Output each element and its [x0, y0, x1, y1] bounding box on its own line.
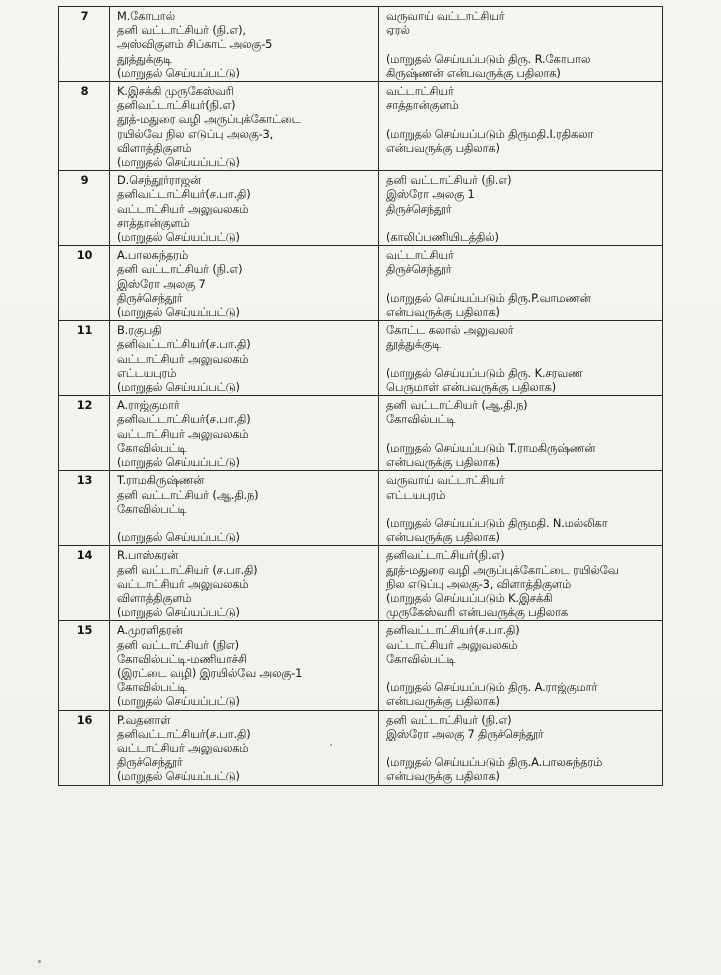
current-posting-line: D.செந்தூர்ராஜன்	[117, 173, 201, 188]
current-posting-line: வட்டாட்சியர் அலுவலகம்	[117, 201, 249, 216]
transfer-row	[59, 246, 663, 321]
new-posting-line	[386, 277, 656, 291]
new-posting-line: என்பவருக்கு பதிலாக)	[386, 455, 500, 470]
new-posting-line: வருவாய் வட்டாட்சியர்	[386, 9, 505, 23]
current-posting-cell	[110, 246, 379, 321]
new-posting-line: சாத்தான்குளம்	[386, 98, 459, 113]
new-posting-line: தனி வட்டாட்சியர் (ஆ.தி.ந)	[386, 398, 528, 413]
current-posting-line: A.ராஜ்குமார்	[117, 398, 180, 413]
new-posting-line: இஸ்ரோ அலகு 7 திருச்செந்தூர்	[386, 726, 544, 741]
new-posting-line: கோவில்பட்டி	[386, 651, 456, 666]
current-posting-line: (மாறுதல் செய்யப்பட்டு)	[117, 305, 240, 320]
new-posting-line: கிருஷ்ணன் என்பவருக்கு பதிலாக)	[386, 65, 561, 80]
new-posting-line: தூத்துக்குடி	[386, 337, 441, 352]
transfer-row	[59, 7, 663, 82]
current-posting-cell	[110, 546, 379, 621]
current-posting-line: T.ராமகிருஷ்ணன்	[117, 473, 205, 488]
new-posting-line: முருகேஸ்வரி என்பவருக்கு பதிலாக	[386, 605, 569, 620]
new-posting-line: தனி வட்டாட்சியர் (நி.எ)	[386, 712, 512, 727]
serial-number: 9	[59, 171, 110, 246]
serial-number: 10	[59, 246, 110, 321]
transfer-row	[59, 710, 663, 785]
current-posting-cell	[110, 471, 379, 546]
new-posting-line: என்பவருக்கு பதிலாக)	[386, 694, 500, 709]
current-posting-line: கோவில்பட்டி	[117, 440, 187, 455]
new-posting-line: என்பவருக்கு பதிலாக)	[386, 769, 500, 784]
new-posting-line	[386, 352, 656, 366]
new-posting-line: தனிவட்டாட்சியர்(ச.பா.தி)	[386, 623, 520, 638]
current-posting-line: (மாறுதல் செய்யப்பட்டு)	[117, 530, 240, 545]
current-posting-line: (மாறுதல் செய்யப்பட்டு)	[117, 455, 240, 470]
current-posting-line: B.ரகுபதி	[117, 323, 162, 338]
new-posting-cell	[379, 246, 663, 321]
new-posting-cell	[379, 546, 663, 621]
current-posting-line: M.கோபால்	[117, 9, 175, 23]
current-posting-line: தூத்-மதுரை வழி அருப்புக்கோட்டை	[117, 112, 301, 127]
new-posting-line: எட்டயபுரம்	[386, 487, 446, 502]
current-posting-line: தனிவட்டாட்சியர்(ச.பா.தி)	[117, 187, 251, 202]
new-posting-line: (மாறுதல் செய்யப்படும் திரு. K.சரவண	[386, 365, 583, 380]
new-posting-line: திருச்செந்தூர்	[386, 262, 452, 277]
new-posting-line: திருச்செந்தூர்	[386, 201, 452, 216]
current-posting-line: திருச்செந்தூர்	[117, 755, 183, 770]
new-posting-line: என்பவருக்கு பதிலாக)	[386, 305, 500, 320]
current-posting-line: கோவில்பட்டி	[117, 501, 187, 516]
transfer-row	[59, 171, 663, 246]
new-posting-line	[386, 37, 656, 51]
new-posting-line: (மாறுதல் செய்யப்படும் திருமதி. N.மல்லிகா	[386, 515, 608, 530]
new-posting-line	[386, 427, 656, 441]
current-posting-line: தனி வட்டாட்சியர் (ஆ.தி.ந)	[117, 487, 259, 502]
new-posting-line: (மாறுதல் செய்யப்படும் K.இசக்கி	[386, 590, 553, 605]
transfer-row	[59, 546, 663, 621]
new-posting-line: தனிவட்டாட்சியர்(நி.எ)	[386, 548, 505, 563]
current-posting-line: அஸ்விகுளம் சிப்காட் அலகு-5	[117, 37, 273, 52]
transfer-row	[59, 321, 663, 396]
new-posting-line: வட்டாட்சியர் அலுவலகம்	[386, 637, 518, 652]
current-posting-line: வட்டாட்சியர் அலுவலகம்	[117, 426, 249, 441]
new-posting-line: (மாறுதல் செய்யப்படும் திருமதி.I.ரதிகலா	[386, 126, 594, 141]
new-posting-line: (மாறுதல் செய்யப்படும் T.ராமகிருஷ்ணன்	[386, 440, 596, 455]
current-posting-line: தனிவட்டாட்சியர்(ச.பா.தி)	[117, 412, 251, 427]
scan-speck	[330, 744, 332, 746]
new-posting-cell	[379, 7, 663, 82]
current-posting-line: P.வதனாள்	[117, 712, 171, 727]
current-posting-line: இஸ்ரோ அலகு 7	[117, 276, 206, 291]
new-posting-cell	[379, 471, 663, 546]
current-posting-line: தூத்துக்குடி	[117, 51, 172, 66]
new-posting-line: வருவாய் வட்டாட்சியர்	[386, 473, 505, 488]
new-posting-line: கோட்ட கலால் அலுவலர்	[386, 323, 514, 338]
current-posting-line: A.முரளிதரன்	[117, 623, 183, 638]
current-posting-cell	[110, 621, 379, 710]
new-posting-line: ஏரல்	[386, 23, 410, 38]
current-posting-line: தனிவட்டாட்சியர்(ச.பா.தி)	[117, 337, 251, 352]
new-posting-cell	[379, 396, 663, 471]
new-posting-line: நில எடுப்பு அலகு-3, விளாத்திகுளம்	[386, 576, 572, 591]
new-posting-line: கோவில்பட்டி	[386, 412, 456, 427]
new-posting-line: என்பவருக்கு பதிலாக)	[386, 140, 500, 155]
current-posting-line: தனி வட்டாட்சியர் (ச.பா.தி)	[117, 562, 258, 577]
current-posting-line: தனி வட்டாட்சியர் (நி.எ)	[117, 262, 243, 277]
new-posting-line	[386, 216, 656, 230]
new-posting-line: என்பவருக்கு பதிலாக)	[386, 530, 500, 545]
new-posting-line: வட்டாட்சியர்	[386, 84, 454, 99]
new-posting-cell	[379, 710, 663, 785]
current-posting-line: ரயில்வே நில எடுப்பு அலகு-3,	[117, 126, 274, 141]
transfer-row	[59, 82, 663, 171]
new-posting-line: (காலிப்பணியிடத்தில்)	[386, 230, 499, 245]
new-posting-line: இஸ்ரோ அலகு 1	[386, 187, 475, 202]
current-posting-cell	[110, 82, 379, 171]
current-posting-line: எட்டயபுரம்	[117, 365, 177, 380]
new-posting-cell	[379, 171, 663, 246]
transfer-order-table	[58, 6, 663, 786]
new-posting-cell	[379, 321, 663, 396]
current-posting-line: தனி வட்டாட்சியர் (நி.எ),	[117, 23, 246, 38]
serial-number: 7	[59, 7, 110, 82]
current-posting-line: தனிவட்டாட்சியர்(ச.பா.தி)	[117, 726, 251, 741]
current-posting-line: (மாறுதல் செய்யப்பட்டு)	[117, 605, 240, 620]
new-posting-line	[386, 502, 656, 516]
current-posting-line: (மாறுதல் செய்யப்பட்டு)	[117, 230, 240, 245]
transfer-row	[59, 621, 663, 710]
current-posting-line: (மாறுதல் செய்யப்பட்டு)	[117, 65, 240, 80]
current-posting-line: கோவில்பட்டி-மணியாச்சி	[117, 651, 247, 666]
current-posting-line: தனி வட்டாட்சியர் (நிஎ)	[117, 637, 239, 652]
serial-number: 16	[59, 710, 110, 785]
current-posting-line: விளாத்திகுளம்	[117, 590, 192, 605]
current-posting-line: வட்டாட்சியர் அலுவலகம்	[117, 740, 249, 755]
current-posting-line: கோவில்பட்டி	[117, 680, 187, 695]
new-posting-line: (மாறுதல் செய்யப்படும் திரு.P.வாமணன்	[386, 290, 591, 305]
serial-number: 11	[59, 321, 110, 396]
current-posting-line: (மாறுதல் செய்யப்பட்டு)	[117, 769, 240, 784]
serial-number: 15	[59, 621, 110, 710]
transfer-row	[59, 471, 663, 546]
current-posting-line: வட்டாட்சியர் அலுவலகம்	[117, 351, 249, 366]
current-posting-line: R.பாஸ்கரன்	[117, 548, 178, 563]
current-posting-line: சாத்தான்குளம்	[117, 215, 190, 230]
new-posting-line: பெருமாள் என்பவருக்கு பதிலாக)	[386, 380, 556, 395]
new-posting-line: தூத்-மதுரை வழி அருப்புக்கோட்டை ரயில்வே	[386, 562, 619, 577]
new-posting-line: (மாறுதல் செய்யப்படும் திரு. A.ராஜ்குமார்	[386, 680, 598, 695]
current-posting-line: (மாறுதல் செய்யப்பட்டு)	[117, 694, 240, 709]
current-posting-line: தனிவட்டாட்சியர்(நி.எ)	[117, 98, 236, 113]
current-posting-line	[117, 516, 372, 530]
scan-speck	[38, 960, 41, 963]
current-posting-line: K.இசக்கி முருகேஸ்வரி	[117, 84, 234, 99]
new-posting-cell	[379, 82, 663, 171]
current-posting-line: A.பாலசுந்தரம்	[117, 248, 188, 263]
serial-number: 14	[59, 546, 110, 621]
new-posting-line	[386, 666, 656, 680]
current-posting-line: (மாறுதல் செய்யப்பட்டு)	[117, 380, 240, 395]
current-posting-line: திருச்செந்தூர்	[117, 290, 183, 305]
new-posting-cell	[379, 621, 663, 710]
transfer-row	[59, 396, 663, 471]
new-posting-line: தனி வட்டாட்சியர் (நி.எ)	[386, 173, 512, 188]
new-posting-line	[386, 112, 656, 126]
current-posting-cell	[110, 710, 379, 785]
current-posting-cell	[110, 321, 379, 396]
serial-number: 13	[59, 471, 110, 546]
current-posting-cell	[110, 7, 379, 82]
new-posting-line: (மாறுதல் செய்யப்படும் திரு.A.பாலசுந்தரம்	[386, 755, 603, 770]
current-posting-line: விளாத்திகுளம்	[117, 140, 192, 155]
serial-number: 12	[59, 396, 110, 471]
new-posting-line	[386, 741, 656, 755]
serial-number: 8	[59, 82, 110, 171]
current-posting-line: வட்டாட்சியர் அலுவலகம்	[117, 576, 249, 591]
transfer-table-body	[59, 7, 663, 786]
current-posting-cell	[110, 171, 379, 246]
current-posting-line: (இரட்டை வழி) இரயில்வே அலகு-1	[117, 665, 303, 680]
new-posting-line: வட்டாட்சியர்	[386, 248, 454, 263]
current-posting-line: (மாறுதல் செய்யப்பட்டு)	[117, 155, 240, 170]
new-posting-line: (மாறுதல் செய்யப்படும் திரு. R.கோபால	[386, 51, 591, 66]
current-posting-cell	[110, 396, 379, 471]
